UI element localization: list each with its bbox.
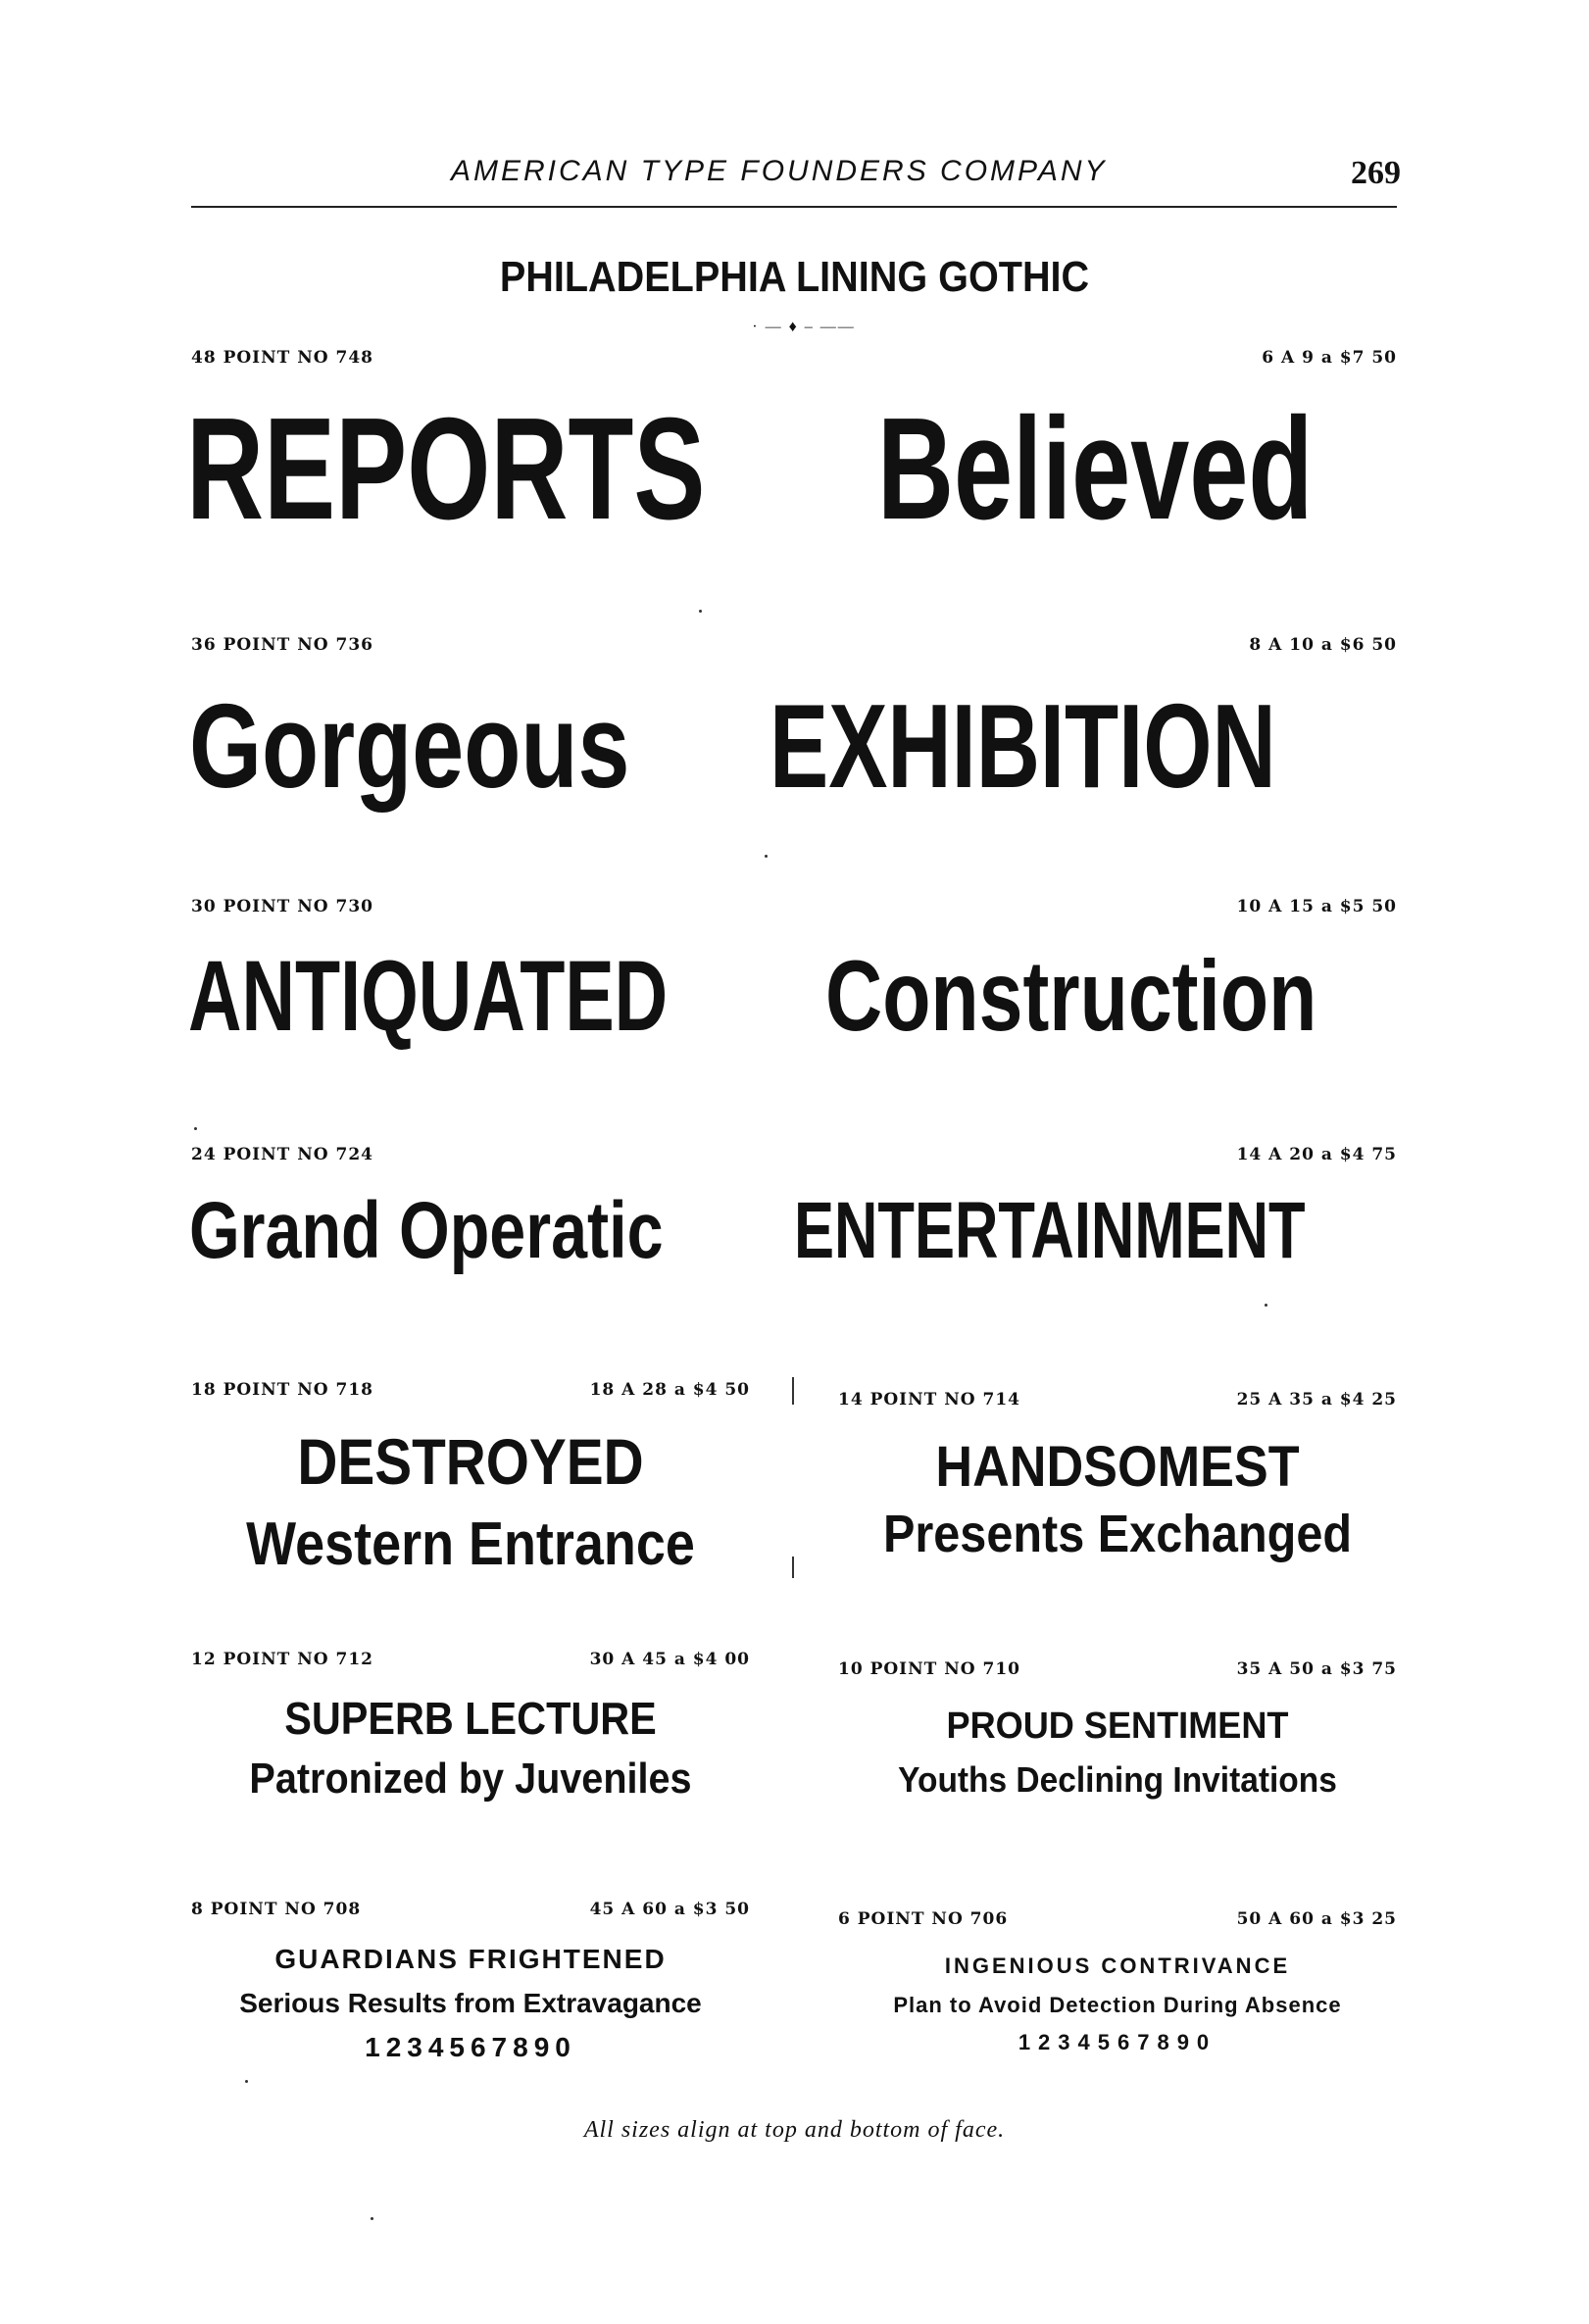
specimen-36-sample-right: EXHIBITION — [770, 679, 1276, 813]
specimen-10-line1: PROUD SENTIMENT — [946, 1706, 1289, 1747]
specimen-6-price: 50 A 60 a $3 25 — [1236, 1909, 1397, 1929]
specimen-24-sample-right: ENTERTAINMENT — [794, 1186, 1306, 1275]
specimen-6-line2: Plan to Avoid Detection During Absence — [893, 1993, 1342, 2017]
print-speck — [699, 610, 702, 613]
print-speck — [765, 855, 768, 858]
specimen-6-line1: INGENIOUS CONTRIVANCE — [944, 1953, 1291, 1978]
print-speck — [245, 2080, 248, 2083]
footer-note: All sizes align at top and bottom of face. — [583, 2117, 1006, 2143]
page-number: 269 — [1351, 155, 1401, 191]
specimen-30-sample-right: Construction — [825, 940, 1317, 1052]
specimen-24-sample-left: Grand Operatic — [189, 1186, 664, 1275]
specimen-24-price: 14 A 20 a $4 75 — [1236, 1145, 1397, 1164]
specimen-6-line3: 1234567890 — [1018, 2030, 1217, 2054]
specimen-36-size: 36 POINT NO 736 — [191, 635, 373, 655]
specimen-6-size: 6 POINT NO 706 — [838, 1909, 1009, 1929]
specimen-14-size: 14 POINT NO 714 — [838, 1390, 1020, 1409]
specimen-14-price: 25 A 35 a $4 25 — [1236, 1390, 1397, 1409]
specimen-18-size: 18 POINT NO 718 — [191, 1380, 373, 1400]
specimen-10-size: 10 POINT NO 710 — [838, 1659, 1020, 1679]
header-rule — [191, 206, 1397, 208]
specimen-48-sample-right: Believed — [877, 388, 1314, 550]
specimen-10-price: 35 A 50 a $3 75 — [1236, 1659, 1397, 1679]
typeface-family-title: PHILADELPHIA LINING GOTHIC — [499, 253, 1090, 301]
specimen-8-line1: GUARDIANS FRIGHTENED — [274, 1944, 667, 1974]
print-speck — [371, 2217, 373, 2220]
specimen-8-price: 45 A 60 a $3 50 — [589, 1900, 750, 1919]
specimen-18-line1: DESTROYED — [297, 1425, 644, 1498]
column-divider-bottom — [792, 1557, 794, 1578]
specimen-8-size: 8 POINT NO 708 — [191, 1900, 362, 1919]
specimen-36-price: 8 A 10 a $6 50 — [1249, 635, 1397, 655]
specimen-18-line2: Western Entrance — [246, 1510, 695, 1578]
specimen-36-sample-left: Gorgeous — [189, 679, 630, 813]
print-speck — [194, 1127, 197, 1130]
specimen-48-size: 48 POINT NO 748 — [191, 348, 373, 368]
specimen-30-price: 10 A 15 a $5 50 — [1236, 897, 1397, 916]
specimen-12-size: 12 POINT NO 712 — [191, 1650, 373, 1669]
specimen-30-size: 30 POINT NO 730 — [191, 897, 373, 916]
specimen-18-price: 18 A 28 a $4 50 — [589, 1380, 750, 1400]
column-divider-top — [792, 1377, 794, 1405]
specimen-14-line1: HANDSOMEST — [935, 1435, 1300, 1499]
specimen-12-price: 30 A 45 a $4 00 — [589, 1650, 750, 1669]
specimen-12-line1: SUPERB LECTURE — [284, 1693, 657, 1744]
specimen-30-sample-left: ANTIQUATED — [188, 940, 669, 1052]
specimen-14-line2: Presents Exchanged — [882, 1505, 1353, 1563]
running-header-title: AMERICAN TYPE FOUNDERS COMPANY — [451, 155, 1108, 187]
specimen-24-size: 24 POINT NO 724 — [191, 1145, 373, 1164]
specimen-48-sample-left: REPORTS — [186, 388, 706, 550]
specimen-10-line2: Youths Declining Invitations — [898, 1759, 1337, 1800]
specimen-48-price: 6 A 9 a $7 50 — [1262, 348, 1397, 368]
specimen-12-line2: Patronized by Juveniles — [249, 1755, 692, 1803]
specimen-8-line2: Serious Results from Extravagance — [239, 1988, 702, 2018]
title-ornament: · — ♦ – —— — [752, 319, 856, 335]
print-speck — [1265, 1304, 1267, 1307]
specimen-8-line3: 1234567890 — [365, 2032, 576, 2062]
